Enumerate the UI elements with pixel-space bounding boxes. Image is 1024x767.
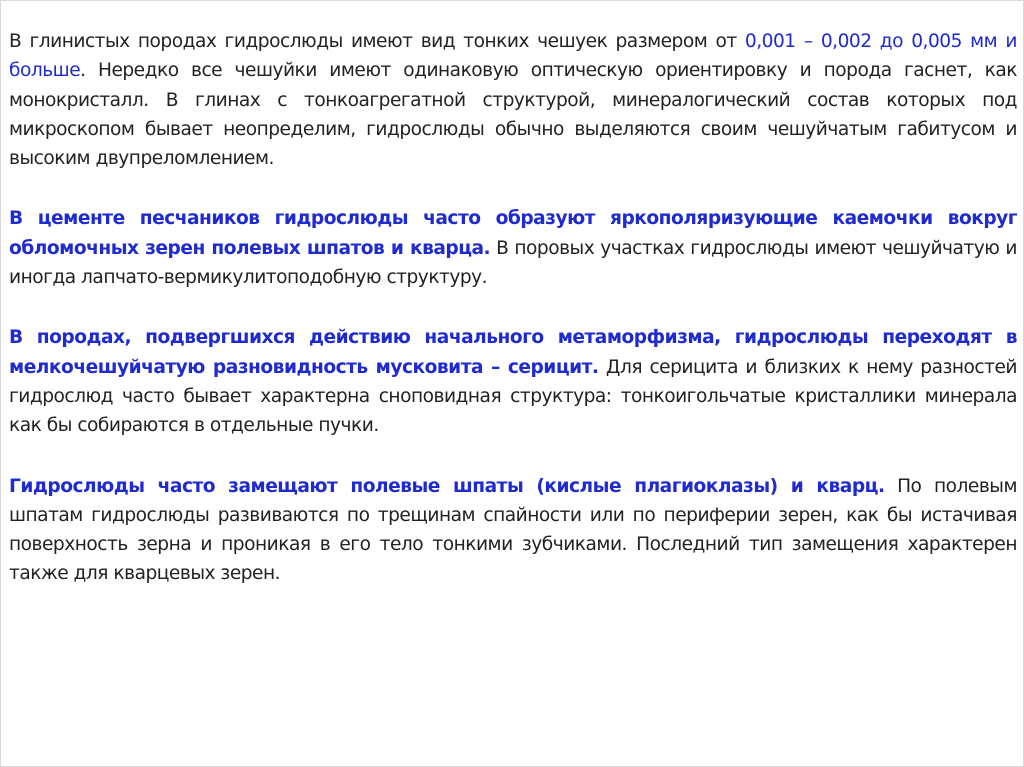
- paragraph-2-highlight: В цементе песчаников гидрослюды часто образуют яркополяризующие каемочки вокруг обломочных зерен полевых шпатов и кварца.: [9, 208, 1017, 259]
- paragraph-4-highlight: Гидрослюды часто замещают полевые шпаты (кислые плагиоклазы) и кварц.: [9, 475, 885, 497]
- paragraph-2-text: В поровых участках гидрослюды имеют чешуйчатую и иногда лапчато-вермикулитоподобную структуру.: [9, 237, 1018, 289]
- paragraph-1-size-range: 0,001 – 0,002 до 0,005 мм и больше: [9, 31, 1017, 82]
- paragraph-1-text-end: . Нередко все чешуйки имеют одинаковую оптическую ориентировку и порода гаснет, как монокристалл. В глинах с тонкоагрегатной структурой, минералогический состав которых под микроскопом бывает неопределим, гидрослюды обычно выделяются своим чешуйчатым габитусом и высоким двупреломлением.: [9, 60, 1017, 170]
- paragraph-metamorphism: [9, 323, 1017, 440]
- paragraph-4-text: По полевым шпатам гидрослюды развиваются по трещинам спайности или по периферии зерен, как бы истачивая поверхность зерна и проникая в его тело тонкими зубчиками. Последний тип замещения характерен также для кварцевых зерен.: [9, 475, 1018, 585]
- paragraph-clay-hydromica: [9, 27, 1017, 173]
- paragraph-3-text: Для серицита и близких к нему разностей гидрослюд часто бывает характерна сноповидная структура: тонкоигольчатые кристаллики минерала как бы собираются в отдельные пучки.: [9, 356, 1017, 437]
- text-body: [9, 27, 1017, 589]
- paragraph-sandstone-cement: [9, 204, 1017, 292]
- paragraph-1-text-start: В глинистых породах гидрослюды имеют вид тонких чешуек размером от: [9, 31, 745, 52]
- paragraph-replacement: [9, 472, 1017, 589]
- paragraph-3-highlight: В породах, подвергшихся действию начального метаморфизма, гидрослюды переходят в мелкочешуйчатую разновидность мусковита – серицит.: [9, 327, 1017, 378]
